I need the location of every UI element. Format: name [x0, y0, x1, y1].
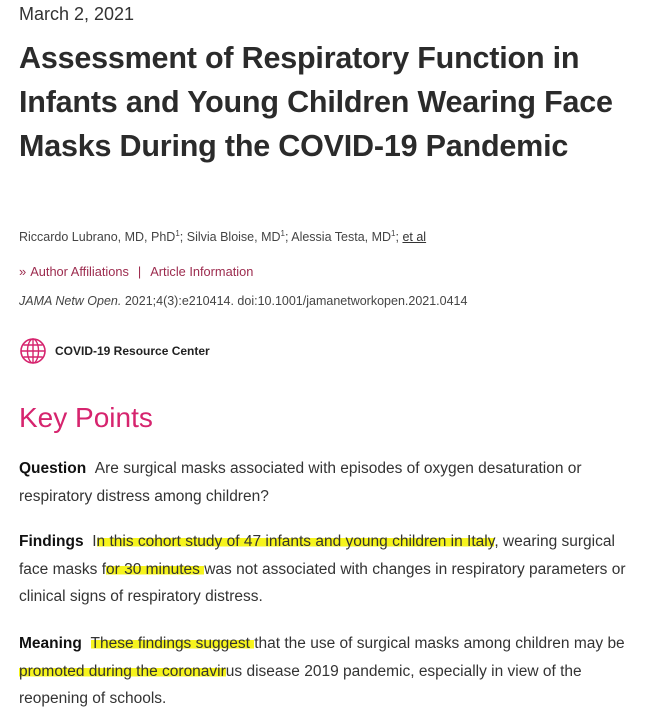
article-title: Assessment of Respiratory Function in Infants and Young Children Wearing Face Masks During the COVID-19 Pandemic: [19, 41, 613, 163]
highlighted-text: or 30 minutes: [106, 560, 205, 578]
journal-name: JAMA Netw Open.: [19, 294, 122, 308]
meaning-label: Meaning: [19, 635, 82, 652]
findings-text: I: [92, 533, 97, 550]
citation: [19, 294, 467, 308]
link-separator: |: [137, 264, 142, 279]
globe-icon: [19, 337, 47, 365]
et-al-link[interactable]: et al: [402, 230, 427, 244]
affiliation-marker: 1: [175, 228, 180, 238]
question-label: Question: [19, 460, 87, 477]
covid-resource-center-link[interactable]: [19, 337, 210, 365]
highlighted-text: n this cohort study of 47 infants and young children in Italy: [96, 533, 495, 550]
author-name[interactable]: Alessia Testa, MD: [291, 230, 392, 244]
question-text: Are surgical masks associated with episodes of oxygen desaturation or respiratory distress among children?: [19, 460, 582, 505]
publication-date: March 2, 2021: [19, 4, 135, 24]
findings-label: Findings: [19, 533, 84, 550]
affiliation-marker: 1: [391, 228, 396, 238]
findings-text: was not associated with changes in respiratory parameters or clinical signs of respiratory distress.: [19, 560, 626, 605]
citation-details: 2021;4(3):e210414. doi:10.1001/jamanetworkopen.2021.0414: [121, 294, 468, 308]
highlighted-text: These findings suggest: [90, 635, 255, 652]
double-chevron-right-icon: »: [19, 264, 27, 279]
author-affiliations-link[interactable]: Author Affiliations: [30, 264, 129, 279]
key-point-findings: [19, 528, 644, 611]
author-name[interactable]: Riccardo Lubrano, MD, PhD: [19, 230, 176, 244]
meaning-text: that the use of surgical masks among children may be: [254, 635, 625, 652]
findings-text: , wearing surgical face masks f: [19, 533, 615, 578]
highlighted-text: promoted during the coronavir: [19, 662, 226, 680]
meaning-text: us disease 2019 pandemic, especially in view of the reopening of schools.: [19, 662, 582, 707]
author-list: Riccardo Lubrano, MD, PhD$^1$; Silvia Bloise, $MD^1$; Alessia Testa, $MD^1$; et al: [19, 228, 427, 244]
key-points-heading: Key Points: [19, 402, 153, 433]
article-information-link[interactable]: Article Information: [150, 264, 254, 279]
author-name[interactable]: Silvia Bloise, MD: [186, 230, 281, 244]
key-point-question: [19, 455, 644, 510]
affiliation-marker: 1: [280, 228, 285, 238]
key-point-meaning: [19, 630, 644, 713]
resource-center-label: COVID-19 Resource Center: [55, 344, 210, 358]
article-meta-links: [19, 264, 253, 279]
